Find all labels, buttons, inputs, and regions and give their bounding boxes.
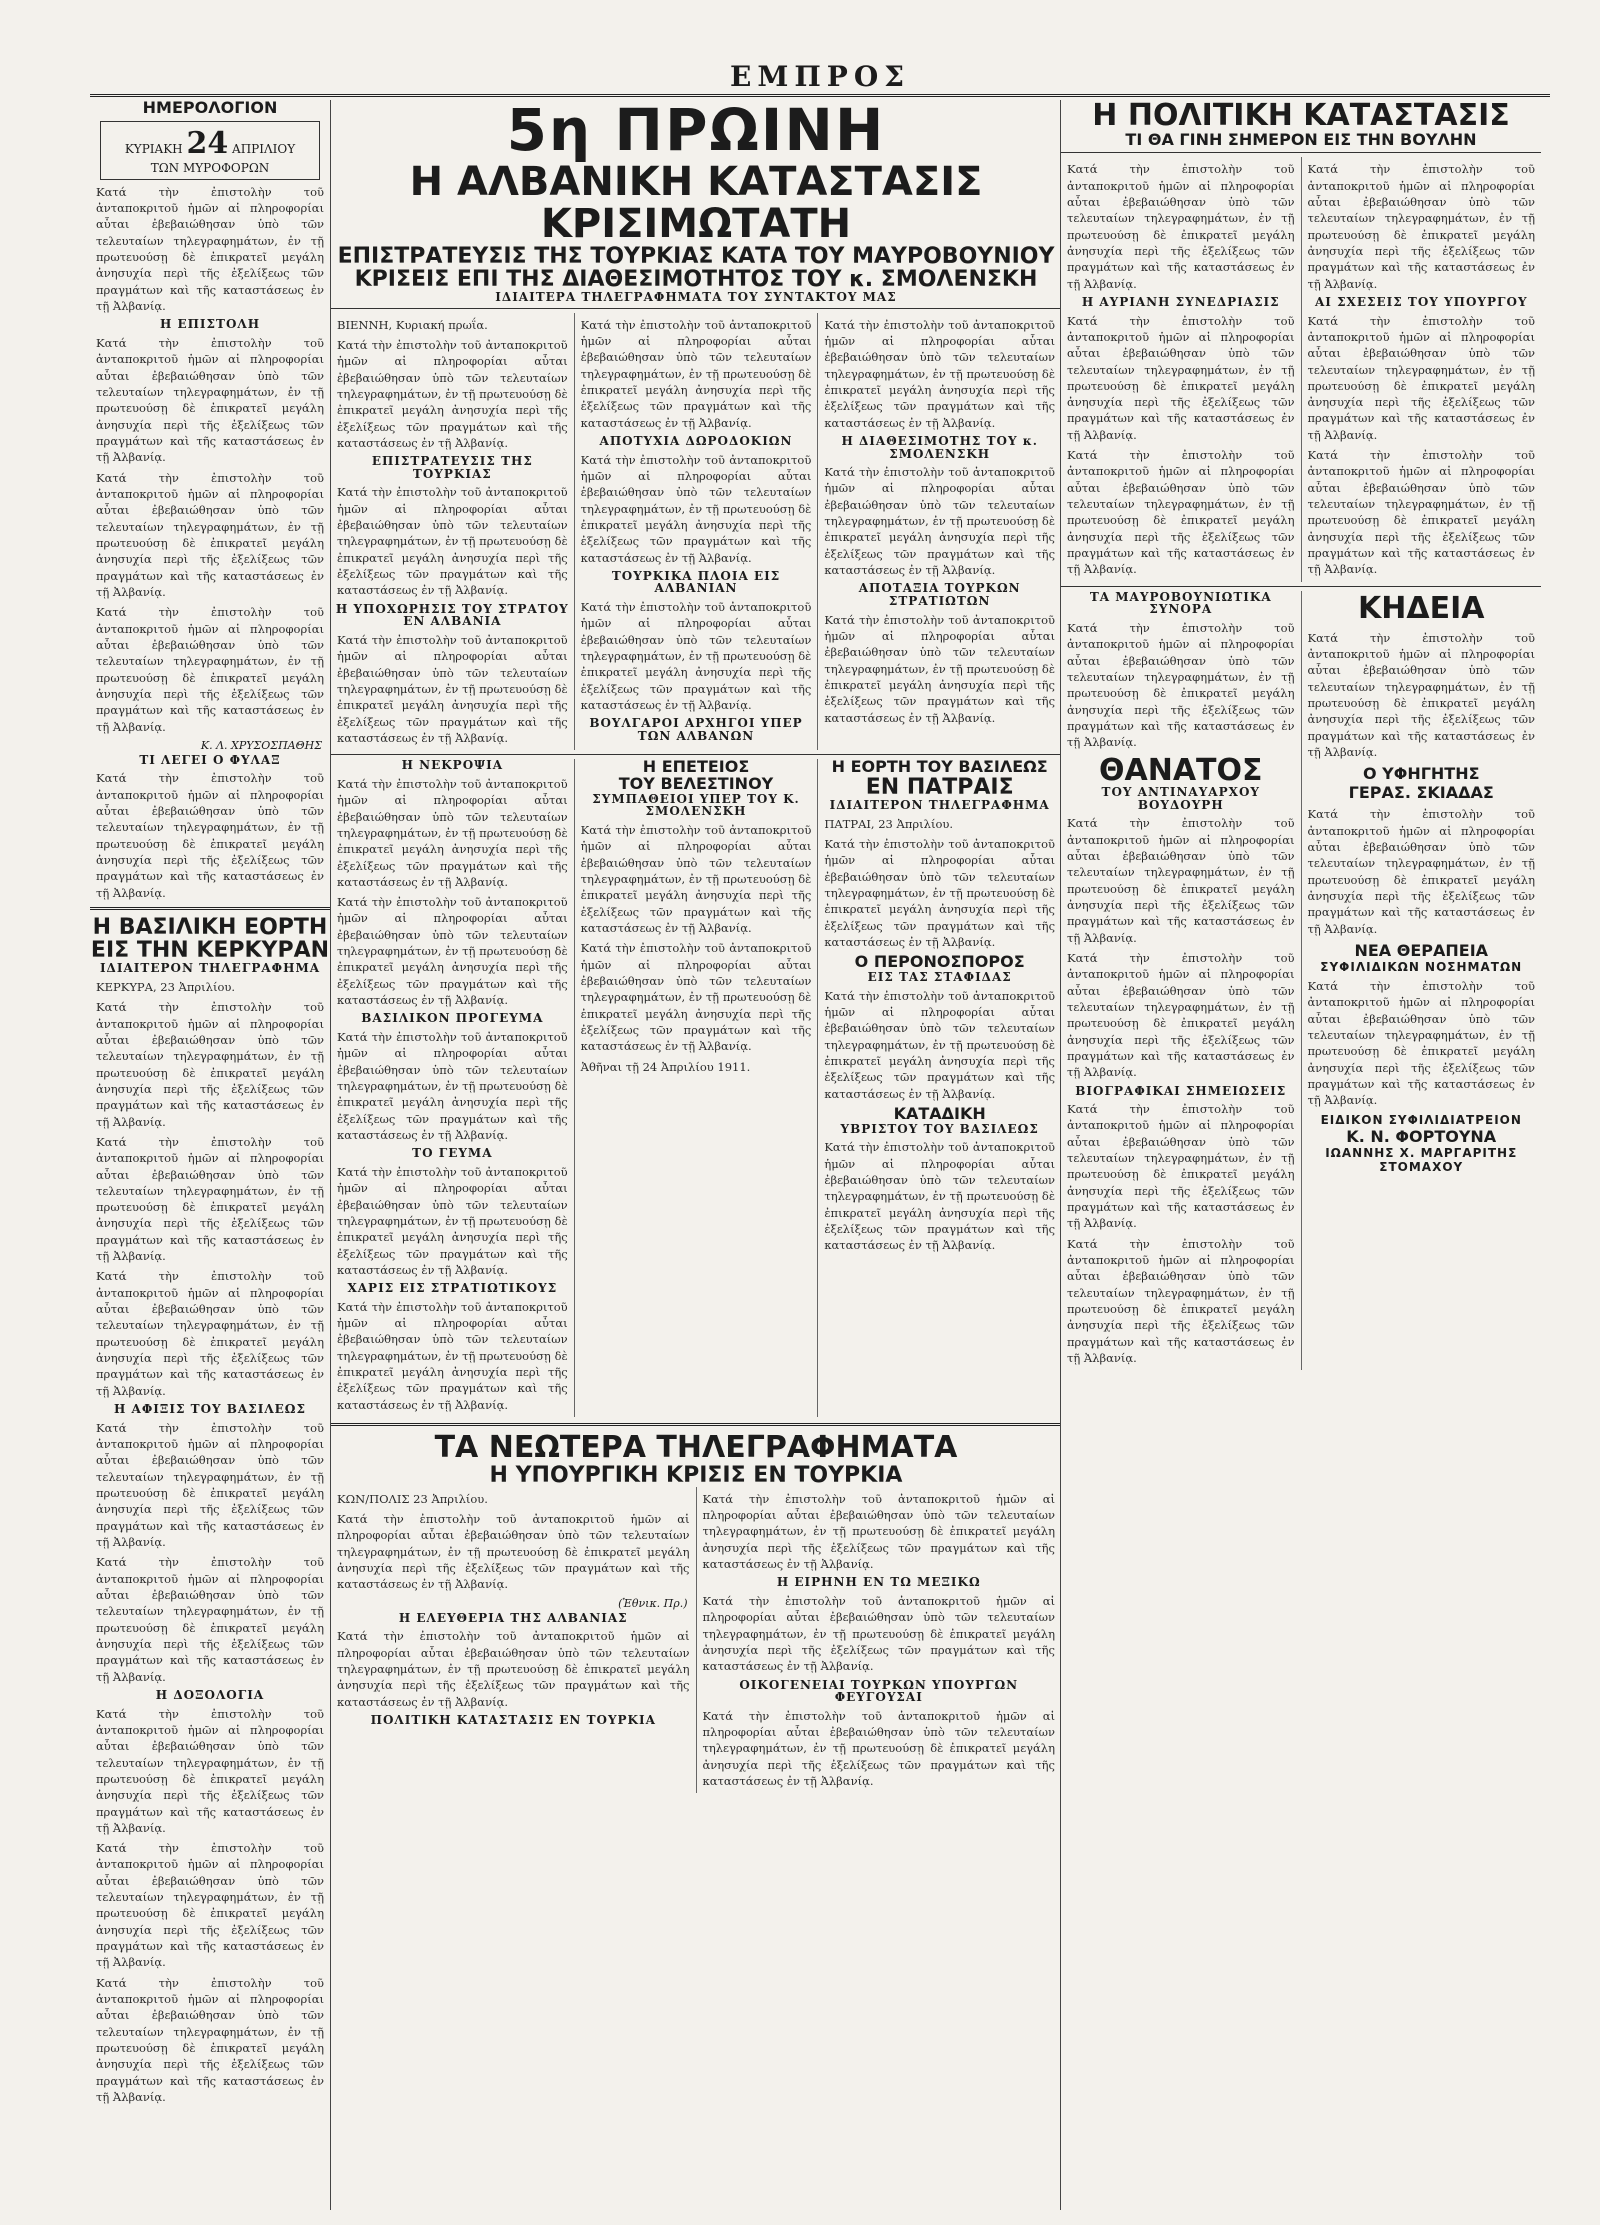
article-text: Κατά τὴν ἐπιστολὴν τοῦ ἀνταποκριτοῦ ἡμῶν αἱ πληροφορίαι αὗται ἐβεβαιώθησαν ὑπὸ τῶν τελευταίων τηλεγραφημάτων, ἐν τῇ πρωτευούσῃ δὲ ἐπικρατεῖ μεγάλη ἀνησυχία περὶ τῆς ἐξελίξεως τῶν πραγμάτων καὶ τῆς καταστάσεως ἐν τῇ Ἀλβανίᾳ.: [824, 612, 1056, 725]
patrai-lead: ΠΑΤΡΑΙ, 23 Ἀπριλίου.: [824, 816, 954, 831]
article-text: Κατά τὴν ἐπιστολὴν τοῦ ἀνταποκριτοῦ ἡμῶν αἱ πληροφορίαι αὗται ἐβεβαιώθησαν ὑπὸ τῶν τελευταίων τηλεγραφημάτων, ἐν τῇ πρωτευούσῃ δὲ ἐπικρατεῖ μεγάλη ἀνησυχία περὶ τῆς ἐξελίξεως τῶν πραγμάτων καὶ τῆς καταστάσεως ἐν τῇ Ἀλβανίᾳ.: [824, 465, 1056, 578]
article-text: Κατά τὴν ἐπιστολὴν τοῦ ἀνταποκριτοῦ ἡμῶν αἱ πληροφορίαι αὗται ἐβεβαιώθησαν ὑπὸ τῶν τελευταίων τηλεγραφημάτων, ἐν τῇ πρωτευούσῃ δὲ ἐπικρατεῖ μεγάλη ἀνησυχία περὶ τῆς ἐξελίξεως τῶν πραγμάτων καὶ τῆς καταστάσεως ἐν τῇ Ἀλβανίᾳ.: [824, 1140, 1056, 1253]
section-heading-epistoli: Η ΕΠΙΣΤΟΛΗ: [159, 317, 261, 332]
article-text: Κατά τὴν ἐπιστολὴν τοῦ ἀνταποκριτοῦ ἡμῶν αἱ πληροφορίαι αὗται ἐβεβαιώθησαν ὑπὸ τῶν τελευταίων τηλεγραφημάτων, ἐν τῇ πρωτευούσῃ δὲ ἐπικρατεῖ μεγάλη ἀνησυχία περὶ τῆς ἐξελίξεως τῶν πραγμάτων καὶ τῆς καταστάσεως ἐν τῇ Ἀλβανίᾳ.: [1067, 1236, 1295, 1366]
masthead: [90, 60, 1550, 97]
advert-stomachou: ΣΤΟΜΑΧΟΥ: [1379, 1159, 1464, 1174]
section-heading-voulgaroi: ΒΟΥΛΓΑΡΟΙ ΑΡΧΗΓΟΙ ΥΠΕΡ ΤΩΝ ΑΛΒΑΝΩΝ: [589, 716, 803, 743]
article-text: Κατά τὴν ἐπιστολὴν τοῦ ἀνταποκριτοῦ ἡμῶν αἱ πληροφορίαι αὗται ἐβεβαιώθησαν ὑπὸ τῶν τελευταίων τηλεγραφημάτων, ἐν τῇ πρωτευούσῃ δὲ ἐπικρατεῖ μεγάλη ἀνησυχία περὶ τῆς ἐξελίξεως τῶν πραγμάτων καὶ τῆς καταστάσεως ἐν τῇ Ἀλβανίᾳ.: [337, 485, 568, 598]
feast-column: [574, 759, 818, 1417]
death-headline: ΘΑΝΑΤΟΣ: [1098, 752, 1263, 788]
section-heading-epistrateusis: ΕΠΙΣΤΡΑΤΕΥΣΙΣ ΤΗΣ ΤΟΥΡΚΙΑΣ: [371, 454, 533, 481]
article-text: Κατά τὴν ἐπιστολὴν τοῦ ἀνταποκριτοῦ ἡμῶν αἱ πληροφορίαι αὗται ἐβεβαιώθησαν ὑπὸ τῶν τελευταίων τηλεγραφημάτων, ἐν τῇ πρωτευούσῃ δὲ ἐπικρατεῖ μεγάλη ἀνησυχία περὶ τῆς ἐξελίξεως τῶν πραγμάτων καὶ τῆς καταστάσεως ἐν τῇ Ἀλβανίᾳ.: [96, 336, 324, 465]
royal-feast-lead: ΚΕΡΚΥΡΑ, 23 Ἀπριλίου.: [96, 979, 236, 994]
section-heading-synora: ΤΑ ΜΑΥΡΟΒΟΥΝΙΩΤΙΚΑ ΣΥΝΟΡΑ: [1089, 589, 1272, 617]
article-text: Κατά τὴν ἐπιστολὴν τοῦ ἀνταποκριτοῦ ἡμῶν αἱ πληροφορίαι αὗται ἐβεβαιώθησαν ὑπὸ τῶν τελευταίων τηλεγραφημάτων, ἐν τῇ πρωτευούσῃ δὲ ἐπικρατεῖ μεγάλη ἀνησυχία περὶ τῆς ἐξελίξεως τῶν πραγμάτων καὶ τῆς καταστάσεως ἐν τῇ Ἀλβανίᾳ.: [1067, 950, 1295, 1080]
anniversary-headline: Η ΕΠΕΤΕΙΟΣ: [642, 757, 750, 777]
latest-column: [696, 1487, 1062, 1794]
article-text: Κατά τὴν ἐπιστολὴν τοῦ ἀνταποκριτοῦ ἡμῶν αἱ πληροφορίαι αὗται ἐβεβαιώθησαν ὑπὸ τῶν τελευταίων τηλεγραφημάτων, ἐν τῇ πρωτευούσῃ δὲ ἐπικρατεῖ μεγάλη ἀνησυχία περὶ τῆς ἐξελίξεως τῶν πραγμάτων καὶ τῆς καταστάσεως ἐν τῇ Ἀλβανίᾳ.: [96, 1000, 324, 1129]
section-heading-politiki: ΠΟΛΙΤΙΚΗ ΚΑΤΑΣΤΑΣΙΣ ΕΝ ΤΟΥΡΚΙΑ: [370, 1712, 656, 1727]
article-text: Κατά τὴν ἐπιστολὴν τοῦ ἀνταποκριτοῦ ἡμῶν αἱ πληροφορίαι αὗται ἐβεβαιώθησαν ὑπὸ τῶν τελευταίων τηλεγραφημάτων, ἐν τῇ πρωτευούσῃ δὲ ἐπικρατεῖ μεγάλη ἀνησυχία περὶ τῆς ἐξελίξεως τῶν πραγμάτων καὶ τῆς καταστάσεως ἐν τῇ Ἀλβανίᾳ.: [96, 771, 324, 900]
subhead-mobilization: ΕΠΙΣΤΡΑΤΕΥΣΙΣ ΤΗΣ ΤΟΥΡΚΙΑΣ ΚΑΤΑ ΤΟΥ ΜΑΥΡΟΒΟΥΝΙΟΥ: [337, 243, 1055, 269]
katadiki-subhead: ΥΒΡΙΣΤΟΥ ΤΟΥ ΒΑΣΙΛΕΩΣ: [840, 1121, 1039, 1136]
divider: [331, 308, 1061, 309]
political-subhead: ΤΙ ΘΑ ΓΙΝΗ ΣΗΜΕΡΟΝ ΕΙΣ ΤΗΝ ΒΟΥΛΗΝ: [1125, 129, 1477, 149]
death-subhead: ΤΟΥ ΑΝΤΙΝΑΥΑΡΧΟΥ ΒΟΥΔΟΥΡΗ: [1101, 785, 1260, 812]
source-tag: (Ἐθνικ. Πρ.): [618, 1596, 688, 1610]
article-text: Κατά τὴν ἐπιστολὴν τοῦ ἀνταποκριτοῦ ἡμῶν αἱ πληροφορίαι αὗται ἐβεβαιώθησαν ὑπὸ τῶν τελευταίων τηλεγραφημάτων, ἐν τῇ πρωτευούσῃ δὲ ἐπικρατεῖ μεγάλη ἀνησυχία περὶ τῆς ἐξελίξεως τῶν πραγμάτων καὶ τῆς καταστάσεως ἐν τῇ Ἀλβανίᾳ.: [702, 1491, 1055, 1572]
article-text: Κατά τὴν ἐπιστολὴν τοῦ ἀνταποκριτοῦ ἡμῶν αἱ πληροφορίαι αὗται ἐβεβαιώθησαν ὑπὸ τῶν τελευταίων τηλεγραφημάτων, ἐν τῇ πρωτευούσῃ δὲ ἐπικρατεῖ μεγάλη ἀνησυχία περὶ τῆς ἐξελίξεως τῶν πραγμάτων καὶ τῆς καταστάσεως ἐν τῇ Ἀλβανίᾳ.: [824, 837, 1056, 950]
ministerial-crisis-headline: Η ΥΠΟΥΡΓΙΚΗ ΚΡΙΣΙΣ ΕΝ ΤΟΥΡΚΙΑ: [489, 1462, 903, 1488]
article-text: Κατά τὴν ἐπιστολὴν τοῦ ἀνταποκριτοῦ ἡμῶν αἱ πληροφορίαι αὗται ἐβεβαιώθησαν ὑπὸ τῶν τελευταίων τηλεγραφημάτων, ἐν τῇ πρωτευούσῃ δὲ ἐπικρατεῖ μεγάλη ἀνησυχία περὶ τῆς ἐξελίξεως τῶν πραγμάτων καὶ τῆς καταστάσεως ἐν τῇ Ἀλβανίᾳ.: [96, 1420, 324, 1549]
calendar-day: ΚΥΡΙΑΚΗ: [124, 141, 183, 156]
section-heading-ypochorisis: Η ΥΠΟΧΩΡΗΣΙΣ ΤΟΥ ΣΤΡΑΤΟΥ ΕΝ ΑΛΒΑΝΙΑ: [335, 601, 569, 629]
article-text: Κατά τὴν ἐπιστολὴν τοῦ ἀνταποκριτοῦ ἡμῶν αἱ πληροφορίαι αὗται ἐβεβαιώθησαν ὑπὸ τῶν τελευταίων τηλεγραφημάτων, ἐν τῇ πρωτευούσῃ δὲ ἐπικρατεῖ μεγάλη ἀνησυχία περὶ τῆς ἐξελίξεως τῶν πραγμάτων καὶ τῆς καταστάσεως ἐν τῇ Ἀλβανίᾳ.: [96, 1975, 324, 2105]
advert-therapeia-sub: ΣΥΦΙΛΙΔΙΚΩΝ ΝΟΣΗΜΑΤΩΝ: [1320, 960, 1523, 975]
main-headline: Η ΑΛΒΑΝΙΚΗ ΚΑΤΑΣΤΑΣΙΣ ΚΡΙΣΙΜΩΤΑΤΗ: [409, 158, 983, 247]
calendar-title: ΗΜΕΡΟΛΟΓΙΟΝ: [142, 100, 278, 117]
calendar-feast: ΤΩΝ ΜΥΡΟΦΟΡΩΝ: [150, 160, 270, 175]
advert-margaritis: ΙΩΑΝΝΗΣ Χ. ΜΑΡΓΑΡΙΤΗΣ: [1325, 1145, 1518, 1160]
divider: [331, 754, 1061, 755]
article-text: Κατά τὴν ἐπιστολὴν τοῦ ἀνταποκριτοῦ ἡμῶν αἱ πληροφορίαι αὗται ἐβεβαιώθησαν ὑπὸ τῶν τελευταίων τηλεγραφημάτων, ἐν τῇ πρωτευούσῃ δὲ ἐπικρατεῖ μεγάλη ἀνησυχία περὶ τῆς ἐξελίξεως τῶν πραγμάτων καὶ τῆς καταστάσεως ἐν τῇ Ἀλβανίᾳ.: [580, 452, 812, 565]
section-heading-afixis: Η ΑΦΙΞΙΣ ΤΟΥ ΒΑΣΙΛΕΩΣ: [114, 1402, 306, 1417]
article-text: Κατά τὴν ἐπιστολὴν τοῦ ἀνταποκριτοῦ ἡμῶν αἱ πληροφορίαι αὗται ἐβεβαιώθησαν ὑπὸ τῶν τελευταίων τηλεγραφημάτων, ἐν τῇ πρωτευούσῃ δὲ ἐπικρατεῖ μεγάλη ἀνησυχία περὶ τῆς ἐξελίξεως τῶν πραγμάτων καὶ τῆς καταστάσεως ἐν τῇ Ἀλβανίᾳ.: [337, 338, 568, 450]
latest-columns: [331, 1487, 1061, 1794]
calendar-date-box: [100, 121, 320, 180]
article-text: Κατά τὴν ἐπιστολὴν τοῦ ἀνταποκριτοῦ ἡμῶν αἱ πληροφορίαι αὗται ἐβεβαιώθησαν ὑπὸ τῶν τελευταίων τηλεγραφημάτων, ἐν τῇ πρωτευούσῃ δὲ ἐπικρατεῖ μεγάλη ἀνησυχία περὶ τῆς ἐξελίξεως τῶν πραγμάτων καὶ τῆς καταστάσεως ἐν τῇ Ἀλβανίᾳ.: [337, 1030, 568, 1143]
date-line: Ἀθῆναι τῇ 24 Ἀπριλίου 1911.: [580, 1059, 751, 1074]
article-text: Κατά τὴν ἐπιστολὴν τοῦ ἀνταποκριτοῦ ἡμῶν αἱ πληροφορίαι αὗται ἐβεβαιώθησαν ὑπὸ τῶν τελευταίων τηλεγραφημάτων, ἐν τῇ πρωτευούσῃ δὲ ἐπικρατεῖ μεγάλη ἀνησυχία περὶ τῆς ἐξελίξεως τῶν πραγμάτων καὶ τῆς καταστάσεως ἐν τῇ Ἀλβανίᾳ.: [1067, 162, 1295, 291]
peronospora-headline: Ο ΠΕΡΟΝΟΣΠΟΡΟΣ: [854, 952, 1025, 972]
advert-iatreion: ΕΙΔΙΚΟΝ ΣΥΦΙΛΙΔΙΑΤΡΕΙΟΝ: [1320, 1112, 1522, 1127]
latest-column: [331, 1487, 696, 1794]
article-text: Κατά τὴν ἐπιστολὴν τοῦ ἀνταποκριτοῦ ἡμῶν αἱ πληροφορίαι αὗται ἐβεβαιώθησαν ὑπὸ τῶν τελευταίων τηλεγραφημάτων, ἐν τῇ πρωτευούσῃ δὲ ἐπικρατεῖ μεγάλη ἀνησυχία περὶ τῆς ἐξελίξεως τῶν πραγμάτων καὶ τῆς καταστάσεως ἐν τῇ Ἀλβανίᾳ.: [1307, 979, 1535, 1108]
center-column: [330, 100, 1061, 2210]
article-text: Κατά τὴν ἐπιστολὴν τοῦ ἀνταποκριτοῦ ἡμῶν αἱ πληροφορίαι αὗται ἐβεβαιώθησαν ὑπὸ τῶν τελευταίων τηλεγραφημάτων, ἐν τῇ πρωτευούσῃ δὲ ἐπικρατεῖ μεγάλη ἀνησυχία περὶ τῆς ἐξελίξεως τῶν πραγμάτων καὶ τῆς καταστάσεως ἐν τῇ Ἀλβανίᾳ.: [824, 988, 1056, 1101]
article-text: Κατά τὴν ἐπιστολὴν τοῦ ἀνταποκριτοῦ ἡμῶν αἱ πληροφορίαι αὗται ἐβεβαιώθησαν ὑπὸ τῶν τελευταίων τηλεγραφημάτων, ἐν τῇ πρωτευούσῃ δὲ ἐπικρατεῖ μεγάλη ἀνησυχία περὶ τῆς ἐξελίξεως τῶν πραγμάτων καὶ τῆς καταστάσεως ἐν τῇ Ἀλβανίᾳ.: [337, 1164, 568, 1277]
wire-columns: [331, 313, 1061, 751]
section-heading-viografikai: ΒΙΟΓΡΑΦΙΚΑΙ ΣΗΜΕΙΩΣΕΙΣ: [1075, 1083, 1287, 1098]
section-heading-ploia: ΤΟΥΡΚΙΚΑ ΠΛΟΙΑ ΕΙΣ ΑΛΒΑΝΙΑΝ: [611, 568, 781, 596]
patrai-subhead: ΕΝ ΠΑΤΡΑΙΣ: [865, 775, 1014, 801]
article-text: Κατά τὴν ἐπιστολὴν τοῦ ἀνταποκριτοῦ ἡμῶν αἱ πληροφορίαι αὗται ἐβεβαιώθησαν ὑπὸ τῶν τελευταίων τηλεγραφημάτων, ἐν τῇ πρωτευούσῃ δὲ ἐπικρατεῖ μεγάλη ἀνησυχία περὶ τῆς ἐξελίξεως τῶν πραγμάτων καὶ τῆς καταστάσεως ἐν τῇ Ἀλβανίᾳ.: [1307, 162, 1535, 291]
political-headline: Η ΠΟΛΙΤΙΚΗ ΚΑΤΑΣΤΑΣΙΣ: [1092, 100, 1510, 133]
article-text: Κατά τὴν ἐπιστολὴν τοῦ ἀνταποκριτοῦ ἡμῶν αἱ πληροφορίαι αὗται ἐβεβαιώθησαν ὑπὸ τῶν τελευταίων τηλεγραφημάτων, ἐν τῇ πρωτευούσῃ δὲ ἐπικρατεῖ μεγάλη ἀνησυχία περὶ τῆς ἐξελίξεως τῶν πραγμάτων καὶ τῆς καταστάσεως ἐν τῇ Ἀλβανίᾳ.: [702, 1708, 1055, 1789]
advert-yfigitis: Ο ΥΦΗΓΗΤΗΣ: [1362, 764, 1480, 784]
section-heading-diathesimotis: Η ΔΙΑΘΕΣΙΜΟΤΗΣ ΤΟΥ κ. ΣΜΟΛΕΝΣΚΗ: [841, 433, 1038, 461]
section-heading-schesis: ΑΙ ΣΧΕΣΕΙΣ ΤΟΥ ΥΠΟΥΡΓΟΥ: [1314, 294, 1528, 309]
epistoli-signature: Κ. Λ. ΧΡΥΣΟΣΠΑΘΗΣ: [200, 738, 322, 752]
royal-feast-subhead: ΕΙΣ ΤΗΝ ΚΕΡΚΥΡΑΝ: [90, 938, 330, 964]
anniversary-subhead-2: ΣΥΜΠΑΘΕΙΟΙ ΥΠΕΡ ΤΟΥ Κ. ΣΜΟΛΕΝΣΚΗ: [592, 791, 800, 819]
article-text: Κατά τὴν ἐπιστολὴν τοῦ ἀνταποκριτοῦ ἡμῶν αἱ πληροφορίαι αὗται ἐβεβαιώθησαν ὑπὸ τῶν τελευταίων τηλεγραφημάτων, ἐν τῇ πρωτευούσῃ δὲ ἐπικρατεῖ μεγάλη ἀνησυχία περὶ τῆς ἐξελίξεως τῶν πραγμάτων καὶ τῆς καταστάσεως ἐν τῇ Ἀλβανίᾳ.: [1307, 448, 1535, 577]
article-text: Κατά τὴν ἐπιστολὴν τοῦ ἀνταποκριτοῦ ἡμῶν αἱ πληροφορίαι αὗται ἐβεβαιώθησαν ὑπὸ τῶν τελευταίων τηλεγραφημάτων, ἐν τῇ πρωτευούσῃ δὲ ἐπικρατεῖ μεγάλη ἀνησυχία περὶ τῆς ἐξελίξεως τῶν πραγμάτων καὶ τῆς καταστάσεως ἐν τῇ Ἀλβανίᾳ.: [96, 1841, 324, 1970]
political-columns: [1061, 157, 1541, 581]
latest-telegrams-headline: ΤΑ ΝΕΩΤΕΡΑ ΤΗΛΕΓΡΑΦΗΜΑΤΑ: [434, 1430, 958, 1466]
article-text: Κατά τὴν ἐπιστολὴν τοῦ ἀνταποκριτοῦ ἡμῶν αἱ πληροφορίαι αὗται ἐβεβαιώθησαν ὑπὸ τῶν τελευταίων τηλεγραφημάτων, ἐν τῇ πρωτευούσῃ δὲ ἐπικρατεῖ μεγάλη ἀνησυχία περὶ τῆς ἐξελίξεως τῶν πραγμάτων καὶ τῆς καταστάσεως ἐν τῇ Ἀλβανίᾳ.: [580, 317, 812, 430]
article-text: Κατά τὴν ἐπιστολὴν τοῦ ἀνταποκριτοῦ ἡμῶν αἱ πληροφορίαι αὗται ἐβεβαιώθησαν ὑπὸ τῶν τελευταίων τηλεγραφημάτων, ἐν τῇ πρωτευούσῃ δὲ ἐπικρατεῖ μεγάλη ἀνησυχία περὶ τῆς ἐξελίξεως τῶν πραγμάτων καὶ τῆς καταστάσεως ἐν τῇ Ἀλβανίᾳ.: [337, 1512, 690, 1592]
section-heading-eleutheria: Η ΕΛΕΥΘΕΡΙΑ ΤΗΣ ΑΛΒΑΝΙΑΣ: [398, 1610, 628, 1625]
feast-column: [331, 759, 574, 1417]
lower-column: [1061, 591, 1301, 1371]
wire-column: [331, 313, 574, 751]
advert-therapeia: ΝΕΑ ΘΕΡΑΠΕΙΑ: [1354, 941, 1489, 961]
article-text: Κατά τὴν ἐπιστολὴν τοῦ ἀνταποκριτοῦ ἡμῶν αἱ πληροφορίαι αὗται ἐβεβαιώθησαν ὑπὸ τῶν τελευταίων τηλεγραφημάτων, ἐν τῇ πρωτευούσῃ δὲ ἐπικρατεῖ μεγάλη ἀνησυχία περὶ τῆς ἐξελίξεως τῶν πραγμάτων καὶ τῆς καταστάσεως ἐν τῇ Ἀλβανίᾳ.: [337, 632, 568, 745]
section-heading-progevma: ΒΑΣΙΛΙΚΟΝ ΠΡΟΓΕΥΜΑ: [361, 1011, 544, 1026]
article-text: Κατά τὴν ἐπιστολὴν τοῦ ἀνταποκριτοῦ ἡμῶν αἱ πληροφορίαι αὗται ἐβεβαιώθησαν ὑπὸ τῶν τελευταίων τηλεγραφημάτων, ἐν τῇ πρωτευούσῃ δὲ ἐπικρατεῖ μεγάλη ἀνησυχία περὶ τῆς ἐξελίξεως τῶν πραγμάτων καὶ τῆς καταστάσεως ἐν τῇ Ἀλβανίᾳ.: [337, 776, 568, 889]
article-text: Κατά τὴν ἐπιστολὴν τοῦ ἀνταποκριτοῦ ἡμῶν αἱ πληροφορίαι αὗται ἐβεβαιώθησαν ὑπὸ τῶν τελευταίων τηλεγραφημάτων, ἐν τῇ πρωτευούσῃ δὲ ἐπικρατεῖ μεγάλη ἀνησυχία περὶ τῆς ἐξελίξεως τῶν πραγμάτων καὶ τῆς καταστάσεως ἐν τῇ Ἀλβανίᾳ.: [96, 184, 324, 314]
lower-columns: [1061, 591, 1541, 1371]
section-heading-geuma: ΤΟ ΓΕΥΜΑ: [412, 1146, 493, 1161]
article-text: Κατά τὴν ἐπιστολὴν τοῦ ἀνταποκριτοῦ ἡμῶν αἱ πληροφορίαι αὗται ἐβεβαιώθησαν ὑπὸ τῶν τελευταίων τηλεγραφημάτων, ἐν τῇ πρωτευούσῃ δὲ ἐπικρατεῖ μεγάλη ἀνησυχία περὶ τῆς ἐξελίξεως τῶν πραγμάτων καὶ τῆς καταστάσεως ἐν τῇ Ἀλβανίᾳ.: [337, 1299, 568, 1412]
newspaper-name: ΕΜΠΡΟΣ: [729, 60, 911, 93]
section-heading-oikogeneiai: ΟΙΚΟΓΕΝΕΙΑΙ ΤΟΥΡΚΩΝ ΥΠΟΥΡΓΩΝ ΦΕΥΓΟΥΣΑΙ: [739, 1677, 1019, 1705]
section-heading-eirini: Η ΕΙΡΗΝΗ ΕΝ ΤΩ ΜΕΞΙΚΩ: [776, 1575, 981, 1590]
patrai-headline: Η ΕΟΡΤΗ ΤΟΥ ΒΑΣΙΛΕΩΣ: [831, 757, 1048, 777]
article-text: Κατά τὴν ἐπιστολὴν τοῦ ἀνταποκριτοῦ ἡμῶν αἱ πληροφορίαι αὗται ἐβεβαιώθησαν ὑπὸ τῶν τελευταίων τηλεγραφημάτων, ἐν τῇ πρωτευούσῃ δὲ ἐπικρατεῖ μεγάλη ἀνησυχία περὶ τῆς ἐξελίξεως τῶν πραγμάτων καὶ τῆς καταστάσεως ἐν τῇ Ἀλβανίᾳ.: [96, 605, 324, 734]
edition-banner: 5η ΠΡΩΙΝΗ: [506, 100, 886, 164]
article-text: Κατά τὴν ἐπιστολὴν τοῦ ἀνταποκριτοῦ ἡμῶν αἱ πληροφορίαι αὗται ἐβεβαιώθησαν ὑπὸ τῶν τελευταίων τηλεγραφημάτων, ἐν τῇ πρωτευούσῃ δὲ ἐπικρατεῖ μεγάλη ἀνησυχία περὶ τῆς ἐξελίξεως τῶν πραγμάτων καὶ τῆς καταστάσεως ἐν τῇ Ἀλβανίᾳ.: [1067, 313, 1295, 442]
section-heading-nekropsia: Η ΝΕΚΡΟΨΙΑ: [401, 758, 504, 773]
divider: [331, 1423, 1061, 1426]
right-column: [1060, 100, 1541, 2210]
article-text: Κατά τὴν ἐπιστολὴν τοῦ ἀνταποκριτοῦ ἡμῶν αἱ πληροφορίαι αὗται ἐβεβαιώθησαν ὑπὸ τῶν τελευταίων τηλεγραφημάτων, ἐν τῇ πρωτευούσῃ δὲ ἐπικρατεῖ μεγάλη ἀνησυχία περὶ τῆς ἐξελίξεως τῶν πραγμάτων καὶ τῆς καταστάσεως ἐν τῇ Ἀλβανίᾳ.: [1067, 1102, 1295, 1231]
left-column: [90, 100, 330, 2210]
divider: [90, 907, 330, 910]
article-text: Κατά τὴν ἐπιστολὴν τοῦ ἀνταποκριτοῦ ἡμῶν αἱ πληροφορίαι αὗται ἐβεβαιώθησαν ὑπὸ τῶν τελευταίων τηλεγραφημάτων, ἐν τῇ πρωτευούσῃ δὲ ἐπικρατεῖ μεγάλη ἀνησυχία περὶ τῆς ἐξελίξεως τῶν πραγμάτων καὶ τῆς καταστάσεως ἐν τῇ Ἀλβανίᾳ.: [337, 1629, 690, 1709]
article-text: Κατά τὴν ἐπιστολὴν τοῦ ἀνταποκριτοῦ ἡμῶν αἱ πληροφορίαι αὗται ἐβεβαιώθησαν ὑπὸ τῶν τελευταίων τηλεγραφημάτων, ἐν τῇ πρωτευούσῃ δὲ ἐπικρατεῖ μεγάλη ἀνησυχία περὶ τῆς ἐξελίξεως τῶν πραγμάτων καὶ τῆς καταστάσεως ἐν τῇ Ἀλβανίᾳ.: [96, 1555, 324, 1684]
anniversary-subhead: ΤΟΥ ΒΕΛΕΣΤΙΝΟΥ: [618, 774, 774, 794]
katadiki-headline: ΚΑΤΑΔΙΚΗ: [893, 1104, 986, 1124]
wire-column: [817, 313, 1061, 751]
feast-column: [817, 759, 1061, 1417]
article-text: Κατά τὴν ἐπιστολὴν τοῦ ἀνταποκριτοῦ ἡμῶν αἱ πληροφορίαι αὗται ἐβεβαιώθησαν ὑπὸ τῶν τελευταίων τηλεγραφημάτων, ἐν τῇ πρωτευούσῃ δὲ ἐπικρατεῖ μεγάλη ἀνησυχία περὶ τῆς ἐξελίξεως τῶν πραγμάτων καὶ τῆς καταστάσεως ἐν τῇ Ἀλβανίᾳ.: [580, 600, 812, 713]
article-text: Κατά τὴν ἐπιστολὴν τοῦ ἀνταποκριτοῦ ἡμῶν αἱ πληροφορίαι αὗται ἐβεβαιώθησαν ὑπὸ τῶν τελευταίων τηλεγραφημάτων, ἐν τῇ πρωτευούσῃ δὲ ἐπικρατεῖ μεγάλη ἀνησυχία περὶ τῆς ἐξελίξεως τῶν πραγμάτων καὶ τῆς καταστάσεως ἐν τῇ Ἀλβανίᾳ.: [337, 895, 568, 1008]
wire-lead: ΒΙΕΝΝΗ, Κυριακή πρωΐα.: [337, 317, 488, 332]
advert-skiadas: ΓΕΡΑΣ. ΣΚΙΑΔΑΣ: [1348, 783, 1494, 803]
lower-column: [1301, 591, 1542, 1371]
calendar-date-number: 24: [186, 125, 229, 161]
divider: [1061, 586, 1541, 587]
section-heading-apotychia: ΑΠΟΤΥΧΙΑ ΔΩΡΟΔΟΚΙΩΝ: [599, 433, 793, 448]
feast-columns: [331, 759, 1061, 1417]
section-heading-synedriasis: Η ΑΥΡΙΑΝΗ ΣΥΝΕΔΡΙΑΣΙΣ: [1081, 294, 1280, 309]
article-text: Κατά τὴν ἐπιστολὴν τοῦ ἀνταποκριτοῦ ἡμῶν αἱ πληροφορίαι αὗται ἐβεβαιώθησαν ὑπὸ τῶν τελευταίων τηλεγραφημάτων, ἐν τῇ πρωτευούσῃ δὲ ἐπικρατεῖ μεγάλη ἀνησυχία περὶ τῆς ἐξελίξεως τῶν πραγμάτων καὶ τῆς καταστάσεως ἐν τῇ Ἀλβανίᾳ.: [96, 470, 324, 599]
section-heading-charis: ΧΑΡΙΣ ΕΙΣ ΣΤΡΑΤΙΩΤΙΚΟΥΣ: [347, 1281, 558, 1296]
article-text: Κατά τὴν ἐπιστολὴν τοῦ ἀνταποκριτοῦ ἡμῶν αἱ πληροφορίαι αὗται ἐβεβαιώθησαν ὑπὸ τῶν τελευταίων τηλεγραφημάτων, ἐν τῇ πρωτευούσῃ δὲ ἐπικρατεῖ μεγάλη ἀνησυχία περὶ τῆς ἐξελίξεως τῶν πραγμάτων καὶ τῆς καταστάσεως ἐν τῇ Ἀλβανίᾳ.: [96, 1134, 324, 1264]
subhead-wires: ΙΔΙΑΙΤΕΡΑ ΤΗΛΕΓΡΑΦΗΜΑΤΑ ΤΟΥ ΣΥΝΤΑΚΤΟΥ ΜΑΣ: [495, 290, 897, 305]
article-text: Κατά τὴν ἐπιστολὴν τοῦ ἀνταποκριτοῦ ἡμῶν αἱ πληροφορίαι αὗται ἐβεβαιώθησαν ὑπὸ τῶν τελευταίων τηλεγραφημάτων, ἐν τῇ πρωτευούσῃ δὲ ἐπικρατεῖ μεγάλη ἀνησυχία περὶ τῆς ἐξελίξεως τῶν πραγμάτων καὶ τῆς καταστάσεως ἐν τῇ Ἀλβανίᾳ.: [96, 1269, 324, 1398]
advert-fortouna: Κ. Ν. ΦΟΡΤΟΥΝΑ: [1346, 1126, 1497, 1146]
wire-column: [574, 313, 818, 751]
peronospora-subhead: ΕΙΣ ΤΑΣ ΣΤΑΦΙΔΑΣ: [867, 970, 1012, 985]
section-heading-apotaxia: ΑΠΟΤΑΞΙΑ ΤΟΥΡΚΩΝ ΣΤΡΑΤΙΩΤΩΝ: [858, 581, 1021, 609]
article-text: Κατά τὴν ἐπιστολὴν τοῦ ἀνταποκριτοῦ ἡμῶν αἱ πληροφορίαι αὗται ἐβεβαιώθησαν ὑπὸ τῶν τελευταίων τηλεγραφημάτων, ἐν τῇ πρωτευούσῃ δὲ ἐπικρατεῖ μεγάλη ἀνησυχία περὶ τῆς ἐξελίξεως τῶν πραγμάτων καὶ τῆς καταστάσεως ἐν τῇ Ἀλβανίᾳ.: [1067, 448, 1295, 577]
article-text: Κατά τὴν ἐπιστολὴν τοῦ ἀνταποκριτοῦ ἡμῶν αἱ πληροφορίαι αὗται ἐβεβαιώθησαν ὑπὸ τῶν τελευταίων τηλεγραφημάτων, ἐν τῇ πρωτευούσῃ δὲ ἐπικρατεῖ μεγάλη ἀνησυχία περὶ τῆς ἐξελίξεως τῶν πραγμάτων καὶ τῆς καταστάσεως ἐν τῇ Ἀλβανίᾳ.: [1307, 630, 1535, 760]
article-text: Κατά τὴν ἐπιστολὴν τοῦ ἀνταποκριτοῦ ἡμῶν αἱ πληροφορίαι αὗται ἐβεβαιώθησαν ὑπὸ τῶν τελευταίων τηλεγραφημάτων, ἐν τῇ πρωτευούσῃ δὲ ἐπικρατεῖ μεγάλη ἀνησυχία περὶ τῆς ἐξελίξεως τῶν πραγμάτων καὶ τῆς καταστάσεως ἐν τῇ Ἀλβανίᾳ.: [580, 823, 812, 936]
article-text: Κατά τὴν ἐπιστολὴν τοῦ ἀνταποκριτοῦ ἡμῶν αἱ πληροφορίαι αὗται ἐβεβαιώθησαν ὑπὸ τῶν τελευταίων τηλεγραφημάτων, ἐν τῇ πρωτευούσῃ δὲ ἐπικρατεῖ μεγάλη ἀνησυχία περὶ τῆς ἐξελίξεως τῶν πραγμάτων καὶ τῆς καταστάσεως ἐν τῇ Ἀλβανίᾳ.: [580, 941, 812, 1054]
political-column: [1061, 157, 1301, 581]
calendar-month: ΑΠΡΙΛΙΟΥ: [232, 141, 296, 156]
royal-feast-wire: ΙΔΙΑΙΤΕΡΟΝ ΤΗΛΕΓΡΑΦΗΜΑ: [99, 961, 321, 976]
article-text: Κατά τὴν ἐπιστολὴν τοῦ ἀνταποκριτοῦ ἡμῶν αἱ πληροφορίαι αὗται ἐβεβαιώθησαν ὑπὸ τῶν τελευταίων τηλεγραφημάτων, ἐν τῇ πρωτευούσῃ δὲ ἐπικρατεῖ μεγάλη ἀνησυχία περὶ τῆς ἐξελίξεως τῶν πραγμάτων καὶ τῆς καταστάσεως ἐν τῇ Ἀλβανίᾳ.: [1307, 807, 1535, 936]
divider: [1061, 152, 1541, 153]
funeral-notice-title: ΚΗΔΕΙΑ: [1358, 590, 1485, 626]
article-text: Κατά τὴν ἐπιστολὴν τοῦ ἀνταποκριτοῦ ἡμῶν αἱ πληροφορίαι αὗται ἐβεβαιώθησαν ὑπὸ τῶν τελευταίων τηλεγραφημάτων, ἐν τῇ πρωτευούσῃ δὲ ἐπικρατεῖ μεγάλη ἀνησυχία περὶ τῆς ἐξελίξεως τῶν πραγμάτων καὶ τῆς καταστάσεως ἐν τῇ Ἀλβανίᾳ.: [1307, 313, 1535, 442]
section-heading-doxologia: Η ΔΟΞΟΛΟΓΙΑ: [155, 1687, 265, 1702]
royal-feast-headline: Η ΒΑΣΙΛΙΚΗ ΕΟΡΤΗ: [92, 915, 328, 941]
article-text: Κατά τὴν ἐπιστολὴν τοῦ ἀνταποκριτοῦ ἡμῶν αἱ πληροφορίαι αὗται ἐβεβαιώθησαν ὑπὸ τῶν τελευταίων τηλεγραφημάτων, ἐν τῇ πρωτευούσῃ δὲ ἐπικρατεῖ μεγάλη ἀνησυχία περὶ τῆς ἐξελίξεως τῶν πραγμάτων καὶ τῆς καταστάσεως ἐν τῇ Ἀλβανίᾳ.: [1067, 620, 1295, 750]
political-column: [1301, 157, 1542, 581]
article-text: Κατά τὴν ἐπιστολὴν τοῦ ἀνταποκριτοῦ ἡμῶν αἱ πληροφορίαι αὗται ἐβεβαιώθησαν ὑπὸ τῶν τελευταίων τηλεγραφημάτων, ἐν τῇ πρωτευούσῃ δὲ ἐπικρατεῖ μεγάλη ἀνησυχία περὶ τῆς ἐξελίξεως τῶν πραγμάτων καὶ τῆς καταστάσεως ἐν τῇ Ἀλβανίᾳ.: [96, 1706, 324, 1835]
subhead-smolenskis: ΚΡΙΣΕΙΣ ΕΠΙ ΤΗΣ ΔΙΑΘΕΣΙΜΟΤΗΤΟΣ ΤΟΥ κ. ΣΜΟΛΕΝΣΚΗ: [354, 266, 1038, 292]
article-text: Κατά τὴν ἐπιστολὴν τοῦ ἀνταποκριτοῦ ἡμῶν αἱ πληροφορίαι αὗται ἐβεβαιώθησαν ὑπὸ τῶν τελευταίων τηλεγραφημάτων, ἐν τῇ πρωτευούσῃ δὲ ἐπικρατεῖ μεγάλη ἀνησυχία περὶ τῆς ἐξελίξεως τῶν πραγμάτων καὶ τῆς καταστάσεως ἐν τῇ Ἀλβανίᾳ.: [702, 1593, 1055, 1674]
article-text: Κατά τὴν ἐπιστολὴν τοῦ ἀνταποκριτοῦ ἡμῶν αἱ πληροφορίαι αὗται ἐβεβαιώθησαν ὑπὸ τῶν τελευταίων τηλεγραφημάτων, ἐν τῇ πρωτευούσῃ δὲ ἐπικρατεῖ μεγάλη ἀνησυχία περὶ τῆς ἐξελίξεως τῶν πραγμάτων καὶ τῆς καταστάσεως ἐν τῇ Ἀλβανίᾳ.: [1067, 816, 1295, 945]
article-text: Κατά τὴν ἐπιστολὴν τοῦ ἀνταποκριτοῦ ἡμῶν αἱ πληροφορίαι αὗται ἐβεβαιώθησαν ὑπὸ τῶν τελευταίων τηλεγραφημάτων, ἐν τῇ πρωτευούσῃ δὲ ἐπικρατεῖ μεγάλη ἀνησυχία περὶ τῆς ἐξελίξεως τῶν πραγμάτων καὶ τῆς καταστάσεως ἐν τῇ Ἀλβανίᾳ.: [824, 317, 1056, 430]
section-heading-fylax: ΤΙ ΛΕΓΕΙ Ο ΦΥΛΑΞ: [139, 752, 281, 767]
krisis-lead: ΚΩΝ/ΠΟΛΙΣ 23 Ἀπριλίου.: [337, 1491, 488, 1506]
patrai-wire: ΙΔΙΑΙΤΕΡΟΝ ΤΗΛΕΓΡΑΦΗΜΑ: [829, 798, 1050, 813]
